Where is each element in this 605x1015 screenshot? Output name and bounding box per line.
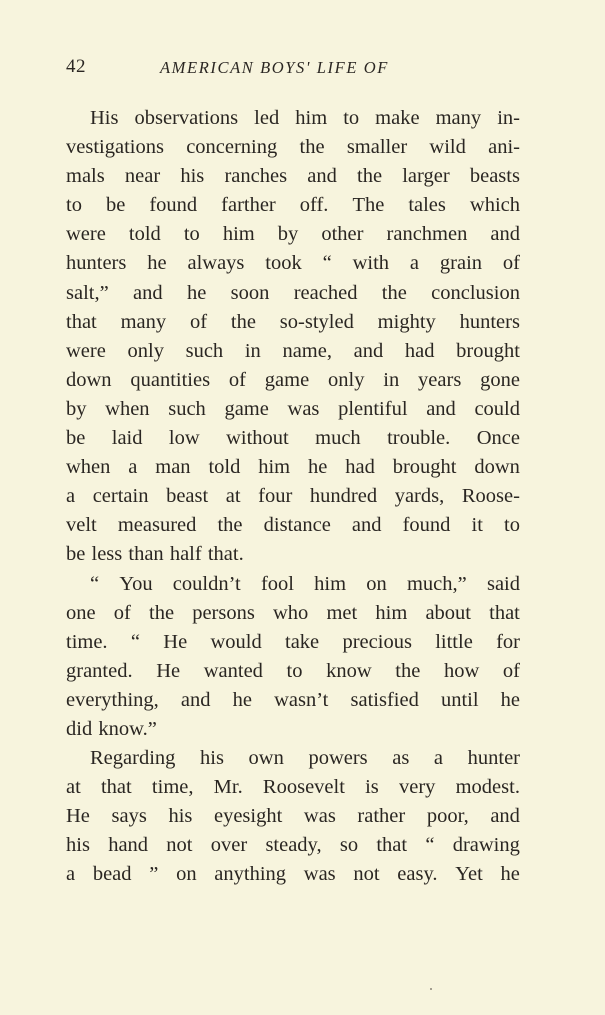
text-line: be less than half that. [66,543,244,566]
text-line: did know.” [66,717,157,740]
text-line: time. “ He would take precious little for [66,630,520,653]
text-line: mals near his ranches and the larger beasts [66,165,520,188]
body-text [66,104,520,890]
page-header [66,56,546,86]
text-line: were told to him by other ranchmen and [66,223,520,246]
text-line: one of the persons who met him about that [66,601,520,624]
text-line: everything, and he wasn’t satisfied until he [66,688,520,711]
page-number: 42 [66,56,86,77]
text-line: His observations led him to make many in- [90,107,520,129]
text-line: salt,” and he soon reached the conclusion [66,281,520,304]
text-line: were only such in name, and had brought [66,339,520,362]
paper-speck [430,988,432,990]
text-line: He says his eyesight was rather poor, and [66,805,520,828]
text-line: a certain beast at four hundred yards, Roose- [66,485,520,508]
text-line: vestigations concerning the smaller wild ani- [66,136,520,159]
text-line: be laid low without much trouble. Once [66,427,520,450]
text-line: Regarding his own powers as a hunter [90,747,520,770]
text-line: granted. He wanted to know the how of [66,659,520,682]
text-line: that many of the so-styled mighty hunters [66,310,520,333]
text-line: “ You couldn’t fool him on much,” said [90,572,520,595]
text-line: down quantities of game only in years gone [66,368,520,391]
text-line: a bead ” on anything was not easy. Yet he [66,863,520,886]
text-line: hunters he always took “ with a grain of [66,252,520,275]
text-line: by when such game was plentiful and could [66,397,520,420]
text-line: at that time, Mr. Roosevelt is very modest. [66,776,520,799]
text-line: his hand not over steady, so that “ drawing [66,834,520,857]
text-line: to be found farther off. The tales which [66,194,520,217]
text-line: when a man told him he had brought down [66,456,520,479]
running-title: AMERICAN BOYS' LIFE OF [160,58,389,77]
text-line: velt measured the distance and found it to [66,514,520,537]
